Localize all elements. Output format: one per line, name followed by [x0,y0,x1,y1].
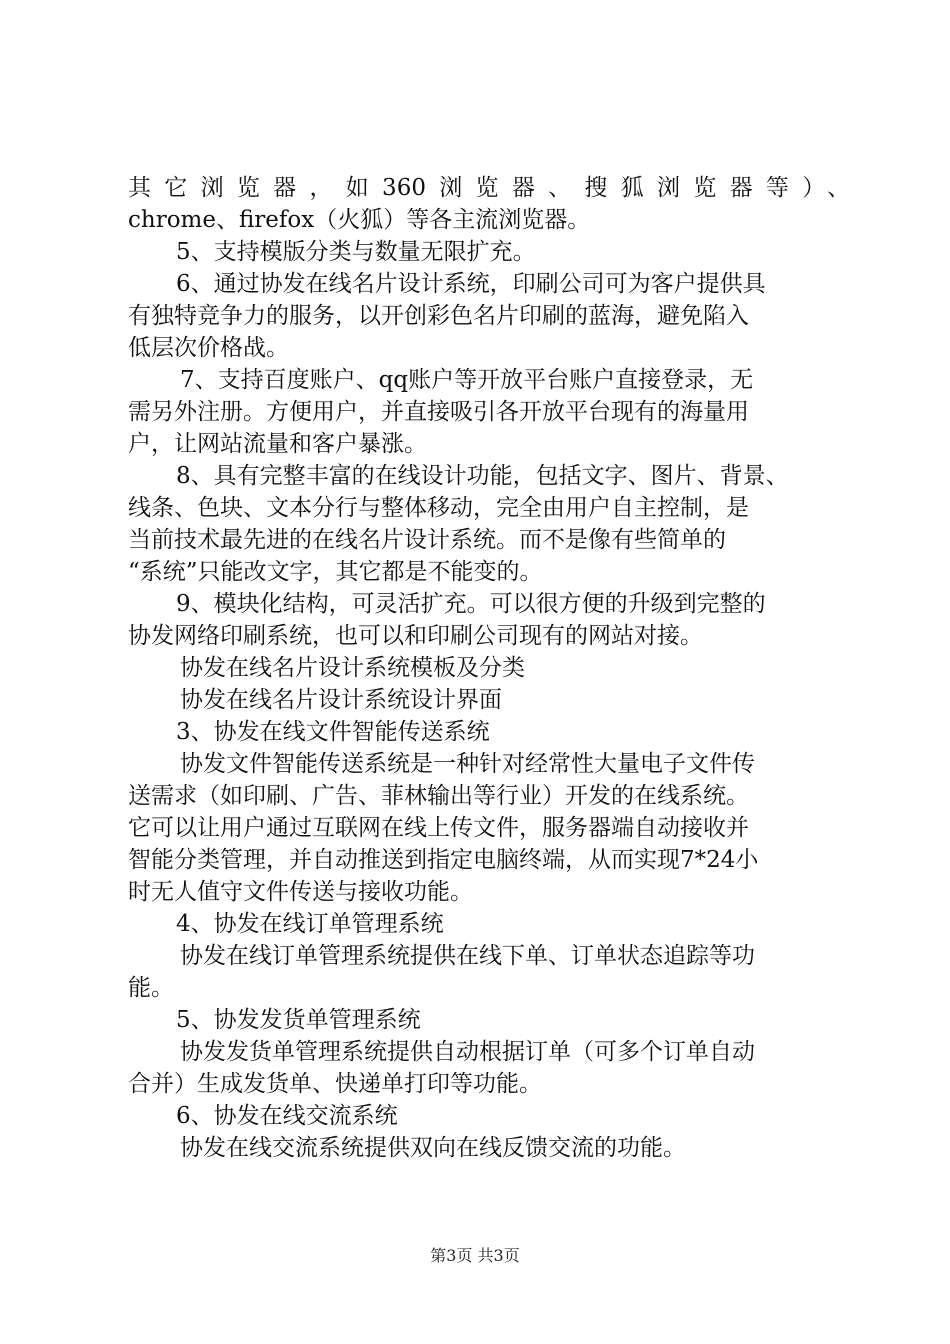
text-line: 9、模块化结构，可灵活扩充。可以很方便的升级到完整的 [176,591,766,617]
section-heading: 3、协发在线文件智能传送系统 [176,719,490,745]
text-line: 协发在线订单管理系统提供在线下单、订单状态追踪等功 [180,943,755,969]
text-line: 时无人值守文件传送与接收功能。 [128,879,473,905]
text-line: 5、支持模版分类与数量无限扩充。 [176,239,536,265]
section-heading: 5、协发发货单管理系统 [176,1007,421,1033]
text-line: 协发发货单管理系统提供自动根据订单（可多个订单自动 [180,1039,755,1065]
document-body [128,172,850,1164]
text-line: 合并）生成发货单、快递单打印等功能。 [128,1071,542,1097]
text-line: 8、具有完整丰富的在线设计功能，包括文字、图片、背景、 [176,463,789,489]
text-line: 7、支持百度账户、qq账户等开放平台账户直接登录，无 [180,367,754,393]
text-line: 低层次价格战。 [128,335,289,361]
text-line: 户，让网站流量和客户暴涨。 [128,431,427,457]
text-line: 智能分类管理，并自动推送到指定电脑终端，从而实现7*24小 [128,847,759,873]
text-line: 协发在线名片设计系统设计界面 [180,687,502,713]
text-line: 6、通过协发在线名片设计系统，印刷公司可为客户提供具 [176,271,766,297]
text-line: 协发在线交流系统提供双向在线反馈交流的功能。 [180,1135,686,1161]
text-line: 线条、色块、文本分行与整体移动，完全由用户自主控制，是 [128,495,749,521]
text-line: 协发在线名片设计系统模板及分类 [180,655,525,681]
text-line: 它可以让用户通过互联网在线上传文件，服务器端自动接收并 [128,815,749,841]
section-heading: 4、协发在线订单管理系统 [176,911,444,937]
text-line: 需另外注册。方便用户，并直接吸引各开放平台现有的海量用 [128,399,749,425]
text-line: 其它浏览器，如360浏览器、搜狐浏览器等）、 [128,175,850,201]
text-line: chrome、firefox（火狐）等各主流浏览器。 [128,207,591,233]
text-line: 送需求（如印刷、广告、菲林输出等行业）开发的在线系统。 [128,783,749,809]
text-line: 当前技术最先进的在线名片设计系统。而不是像有些简单的 [128,527,726,553]
section-heading: 6、协发在线交流系统 [176,1103,398,1129]
text-line: 协发文件智能传送系统是一种针对经常性大量电子文件传 [180,751,755,777]
text-line: “系统”只能改文字，其它都是不能变的。 [128,559,543,585]
text-line: 能。 [128,975,174,1001]
page-number-footer: 第3页 共3页 [430,1246,520,1265]
text-line: 有独特竞争力的服务，以开创彩色名片印刷的蓝海，避免陷入 [128,303,749,329]
text-line: 协发网络印刷系统，也可以和印刷公司现有的网站对接。 [128,623,703,649]
